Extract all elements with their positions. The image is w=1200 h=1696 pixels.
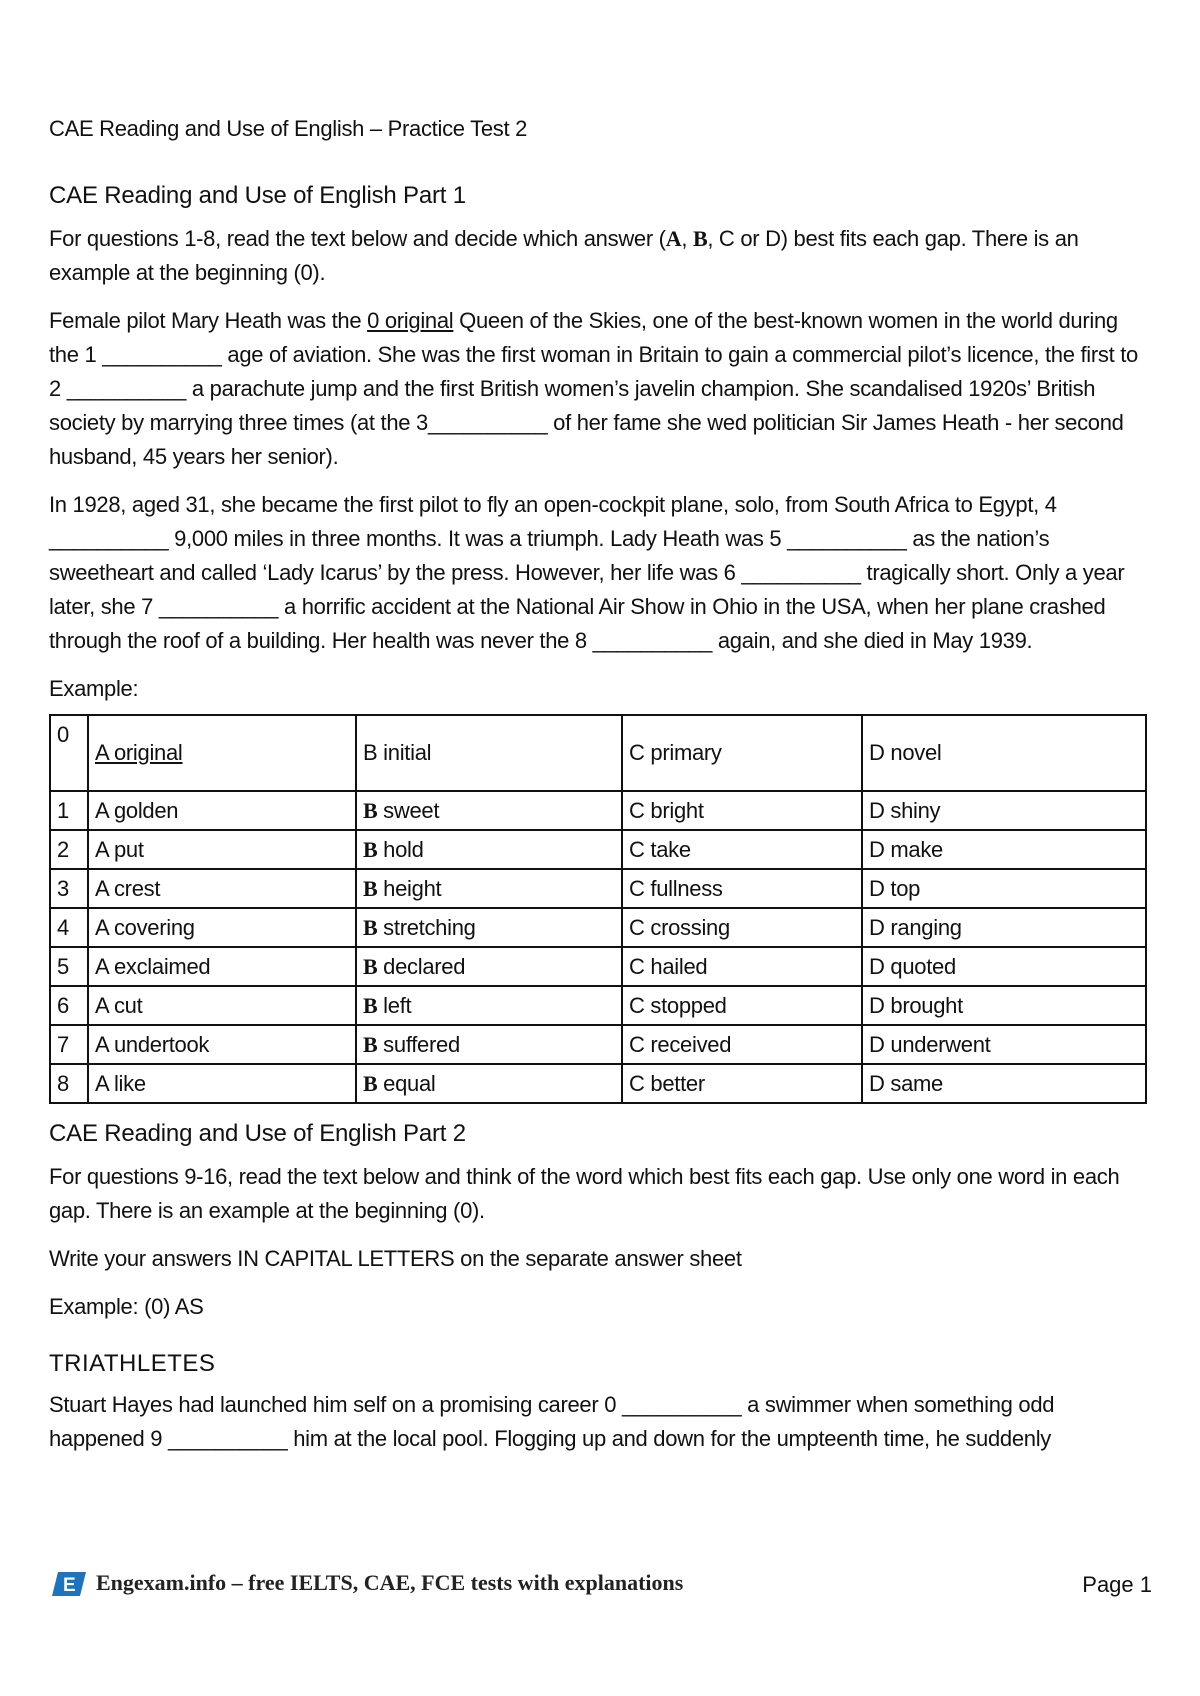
option-a: A put: [88, 830, 356, 869]
option-d: D make: [862, 830, 1146, 869]
option-b: [356, 908, 622, 947]
instr-letter-a: A: [665, 226, 682, 251]
part2-write-note: Write your answers IN CAPITAL LETTERS on the separate answer sheet: [49, 1246, 742, 1271]
option-a: A exclaimed: [88, 947, 356, 986]
option-b: [356, 1025, 622, 1064]
option-b-letter: B: [363, 875, 378, 901]
option-b-text: sweet: [377, 797, 440, 823]
option-b-letter: B: [363, 1070, 378, 1096]
instr-comma: ,: [681, 226, 693, 251]
option-c: C stopped: [622, 986, 862, 1025]
question-number: 8: [50, 1064, 88, 1103]
passage1-text-b: Queen of the Skies, one of the best-known women in the world during the 1 __________ age of aviation. She was the first woman in Britain to gain a commercial pilot’s licence, the first to 2 __________ a parachute jump and the first British women’s javelin champion. She scandalised 1920s’ British society by marrying three times (at the 3__________ of her fame she wed politician Sir James Heath - her second husband, 45 years her senior).: [49, 308, 1138, 469]
example-answer: 0 original: [367, 308, 454, 333]
option-a: [88, 715, 356, 791]
page-content: [49, 116, 1149, 1470]
option-b-text: equal: [377, 1070, 436, 1096]
option-c: C better: [622, 1064, 862, 1103]
option-a-text: A original: [95, 740, 183, 765]
option-a: A crest: [88, 869, 356, 908]
part1-instructions: [49, 222, 1149, 290]
option-c: C primary: [622, 715, 862, 791]
option-c: C crossing: [622, 908, 862, 947]
option-d: D quoted: [862, 947, 1146, 986]
option-a: A like: [88, 1064, 356, 1103]
option-a: A undertook: [88, 1025, 356, 1064]
option-b-letter: B: [363, 797, 378, 823]
option-b: [356, 869, 622, 908]
question-number: 5: [50, 947, 88, 986]
instr-text-b: , C or D) best fits each gap. There is an example at the beginning (0).: [49, 226, 1079, 285]
table-row: [50, 1064, 1146, 1103]
option-c: C fullness: [622, 869, 862, 908]
table-row: [50, 1025, 1146, 1064]
table-row: [50, 791, 1146, 830]
option-d: D brought: [862, 986, 1146, 1025]
svg-text:E: E: [63, 1575, 76, 1596]
option-b-letter: B: [363, 953, 378, 979]
page-footer: [52, 1570, 1152, 1600]
option-b-text: suffered: [377, 1031, 460, 1057]
option-b-letter: B: [363, 1031, 378, 1057]
options-table: [49, 714, 1147, 1104]
option-b-letter: B: [363, 992, 378, 1018]
option-d: D same: [862, 1064, 1146, 1103]
option-a: A covering: [88, 908, 356, 947]
table-row: [50, 908, 1146, 947]
question-number: 2: [50, 830, 88, 869]
passage1-text-a: Female pilot Mary Heath was the: [49, 308, 368, 333]
option-b-text: hold: [377, 836, 424, 862]
question-number: 3: [50, 869, 88, 908]
option-a: A cut: [88, 986, 356, 1025]
part2-instructions: For questions 9-16, read the text below and think of the word which best fits each gap. Use only one word in each gap. There is an example at the beginning (0).: [49, 1164, 1120, 1223]
option-d: D novel: [862, 715, 1146, 791]
table-row: [50, 947, 1146, 986]
question-number: 1: [50, 791, 88, 830]
table-row: [50, 869, 1146, 908]
table-row: [50, 830, 1146, 869]
part2-heading: CAE Reading and Use of English Part 2: [49, 1120, 466, 1147]
option-d: D shiny: [862, 791, 1146, 830]
option-c: C received: [622, 1025, 862, 1064]
question-number: 7: [50, 1025, 88, 1064]
option-b: [356, 1064, 622, 1103]
option-b-letter: B: [363, 914, 378, 940]
option-b: [356, 947, 622, 986]
option-b: [356, 791, 622, 830]
option-c: C hailed: [622, 947, 862, 986]
option-c: C take: [622, 830, 862, 869]
part1-heading: CAE Reading and Use of English Part 1: [49, 182, 466, 209]
option-b-text: stretching: [377, 914, 476, 940]
question-number: 6: [50, 986, 88, 1025]
instr-text-a: For questions 1-8, read the text below and decide which answer (: [49, 226, 666, 251]
example-row: [50, 715, 1146, 791]
option-b: [356, 986, 622, 1025]
footer-site-text[interactable]: Engexam.info – free IELTS, CAE, FCE tests with explanations: [96, 1570, 684, 1595]
option-b-text: declared: [377, 953, 466, 979]
document-title: CAE Reading and Use of English – Practice Test 2: [49, 116, 528, 141]
part2-example: Example: (0) AS: [49, 1294, 204, 1319]
table-row: [50, 986, 1146, 1025]
engexam-logo-icon: [52, 1572, 86, 1596]
option-d: D ranging: [862, 908, 1146, 947]
option-a: A golden: [88, 791, 356, 830]
option-b: B initial: [356, 715, 622, 791]
part2-passage: Stuart Hayes had launched him self on a promising career 0 __________ a swimmer when something odd happened 9 __________ him at the local pool. Flogging up and down for the umpteenth time, he suddenly: [49, 1392, 1055, 1451]
option-c: C bright: [622, 791, 862, 830]
part1-passage-1: [49, 304, 1149, 474]
instr-letter-b: B: [692, 226, 708, 251]
option-b-letter: B: [363, 836, 378, 862]
option-d: D top: [862, 869, 1146, 908]
option-b-text: left: [377, 992, 412, 1018]
question-number: 0: [50, 715, 88, 791]
question-number: 4: [50, 908, 88, 947]
passage-title: TRIATHLETES: [49, 1350, 216, 1377]
example-label: Example:: [49, 676, 139, 701]
option-b: [356, 830, 622, 869]
option-d: D underwent: [862, 1025, 1146, 1064]
page-number: Page 1: [1082, 1572, 1152, 1597]
part1-passage-2: In 1928, aged 31, she became the first pilot to fly an open-cockpit plane, solo, from South Africa to Egypt, 4 __________ 9,000 miles in three months. It was a triumph. Lady Heath was 5 __________ as the nation’s sweetheart and called ‘Lady Icarus’ by the press. However, her life was 6 __________ tragically short. Only a year later, she 7 __________ a horrific accident at the National Air Show in Ohio in the USA, when her plane crashed through the roof of a building. Her health was never the 8 __________ again, and she died in May 1939.: [49, 492, 1125, 653]
option-b-text: height: [377, 875, 442, 901]
